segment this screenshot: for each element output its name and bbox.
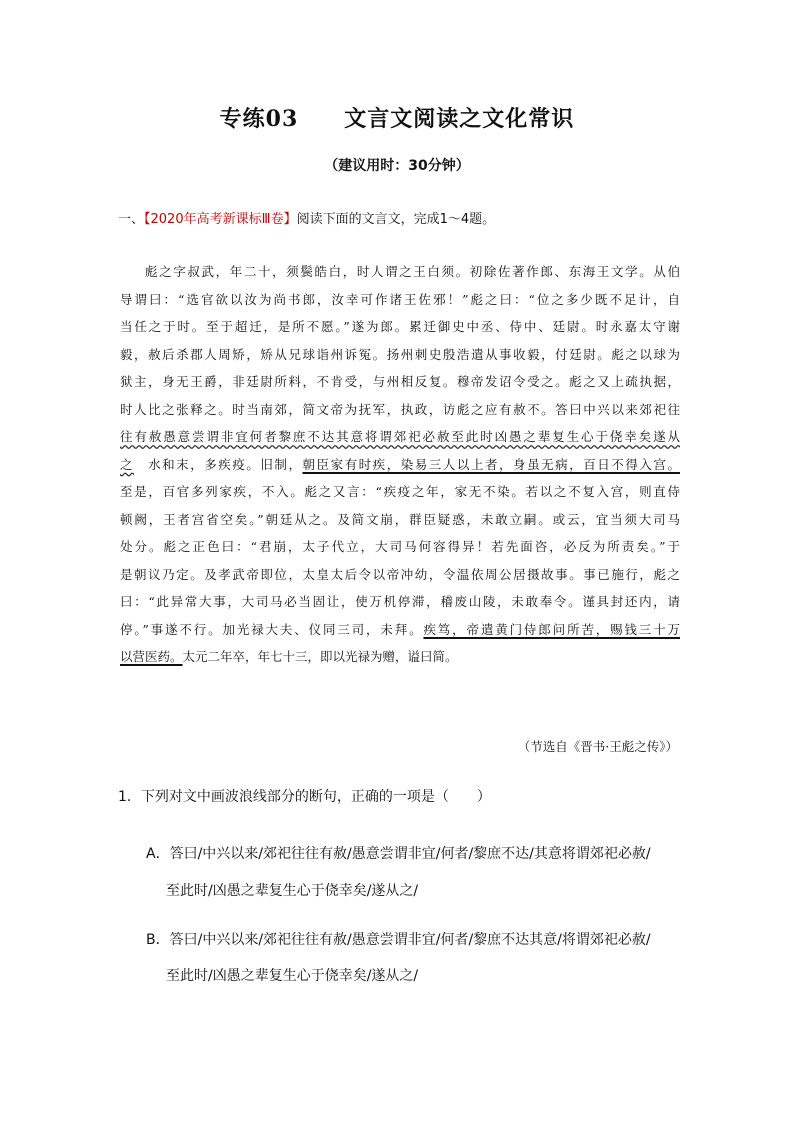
section-instruction: 阅读下面的文言文，完成1～4题。	[296, 212, 496, 227]
passage-line: 彪之字叔武，年二十，须鬓皓白，时人谓之王白须。初除佐著作郎、东海王文学。从伯	[145, 264, 680, 279]
passage-line: 处分。彪之正色曰：“君崩，太子代立，大司马何容得异！若先面咨，必反为所责矣。”于	[120, 539, 680, 554]
question-1: 1．下列对文中画波浪线部分的断句，正确的一项是（ ）	[118, 789, 491, 805]
passage-line: 毅，赦后杀郡人周矫，矫从兄球诣州诉冤。扬州刺史殷浩遣从事收毅，付廷尉。彪之以球为	[120, 346, 680, 362]
passage-line: 曰：“此异常大事，大司马必当固让，使万机停滞，稽废山陵，未敢奉令。谨具封还内，请	[120, 594, 680, 609]
passage-line: 时人比之张释之。时当南郊，简文帝为抚军，执政，访彪之应有赦不。答曰中兴以来郊祀往	[120, 401, 680, 417]
passage-line: 是朝议乃定。及孝武帝即位，太皇太后令以帝冲幼，令温依周公居摄故事。事已施行，彪之	[120, 566, 680, 582]
option-b-line-1: B．答曰/中兴以来/郊祀往往有赦/愚意尝谓非宜/何者/黎庶不达其意/将谓郊祀必赦/	[146, 932, 651, 948]
passage-line: 狱主，身无王爵，非廷尉所料，不肯受，与州相反复。穆帝发诏令受之。彪之又上疏执据，	[120, 374, 680, 389]
exam-source-tag: 【2020年高考新课标Ⅲ卷】	[144, 212, 297, 227]
section-prefix: 一、	[118, 212, 145, 227]
page-title	[0, 102, 794, 133]
passage-text: 停。”事遂不行。加光禄大夫、仪同三司，未拜。	[120, 621, 424, 637]
passage-line: 当任之于时。至于超迁，是所不愿。”遂为郎。累迁御史中丞、侍中、廷尉。时永嘉太守谢	[120, 319, 680, 334]
passage-line	[120, 643, 680, 671]
wavy-underlined-line: 往有赦愚意尝谓非宜何者黎庶不达其意将谓郊祀必赦至此时凶愚之辈复生心于侥幸矣遂从	[120, 429, 680, 444]
underlined-sentence-1: 朝臣家有时疾，染易三人以上者，身虽无病，百日不得入宫。	[302, 456, 680, 472]
wavy-underlined-end: 之	[120, 456, 135, 472]
exercise-code: 专练03	[219, 106, 299, 132]
passage-text: 水和末，多疾疫。旧制，	[148, 456, 303, 472]
option-a-line-1: A．答曰/中兴以来/郊祀往往有赦/愚意尝谓非宜/何者/黎庶不达/其意将谓郊祀必赦/	[146, 846, 651, 862]
passage-line: 导谓曰：“选官欲以汝为尚书郎，汝幸可作诸王佐邪！”彪之曰：“位之多少既不足计，自	[120, 291, 680, 307]
suggested-time: （建议用时：30分钟）	[324, 158, 470, 174]
passage-text: 太元二年卒，年七十三，即以光禄为赠，谥曰简。	[182, 649, 458, 664]
passage-line: 至是，百官多列家疾，不入。彪之又言：“疾疫之年，家无不染。若以之不复入宫，则直侍	[120, 484, 680, 499]
underlined-sentence-2: 疾笃，帝遣黄门侍郎问所苦，赐钱三十万	[423, 621, 680, 637]
underlined-sentence-2-end: 以营医药。	[120, 649, 183, 664]
passage-line: 顿阙，王者宫省空矣。”朝廷从之。及简文崩，群臣疑惑，未敢立嗣。或云，宜当须大司马	[120, 511, 680, 527]
passage-source: （节选自《晋书·王彪之传》）	[517, 739, 678, 754]
passage-line	[120, 451, 680, 479]
classical-passage	[120, 258, 680, 671]
option-a-line-2: 至此时/凶愚之辈复生心于侥幸矣/遂从之/	[166, 883, 419, 899]
passage-line	[120, 616, 680, 644]
section-heading	[118, 208, 495, 227]
option-b-line-2: 至此时/凶愚之辈复生心于侥幸矣/遂从之/	[166, 968, 419, 984]
exercise-title: 文言文阅读之文化常识	[344, 106, 575, 132]
